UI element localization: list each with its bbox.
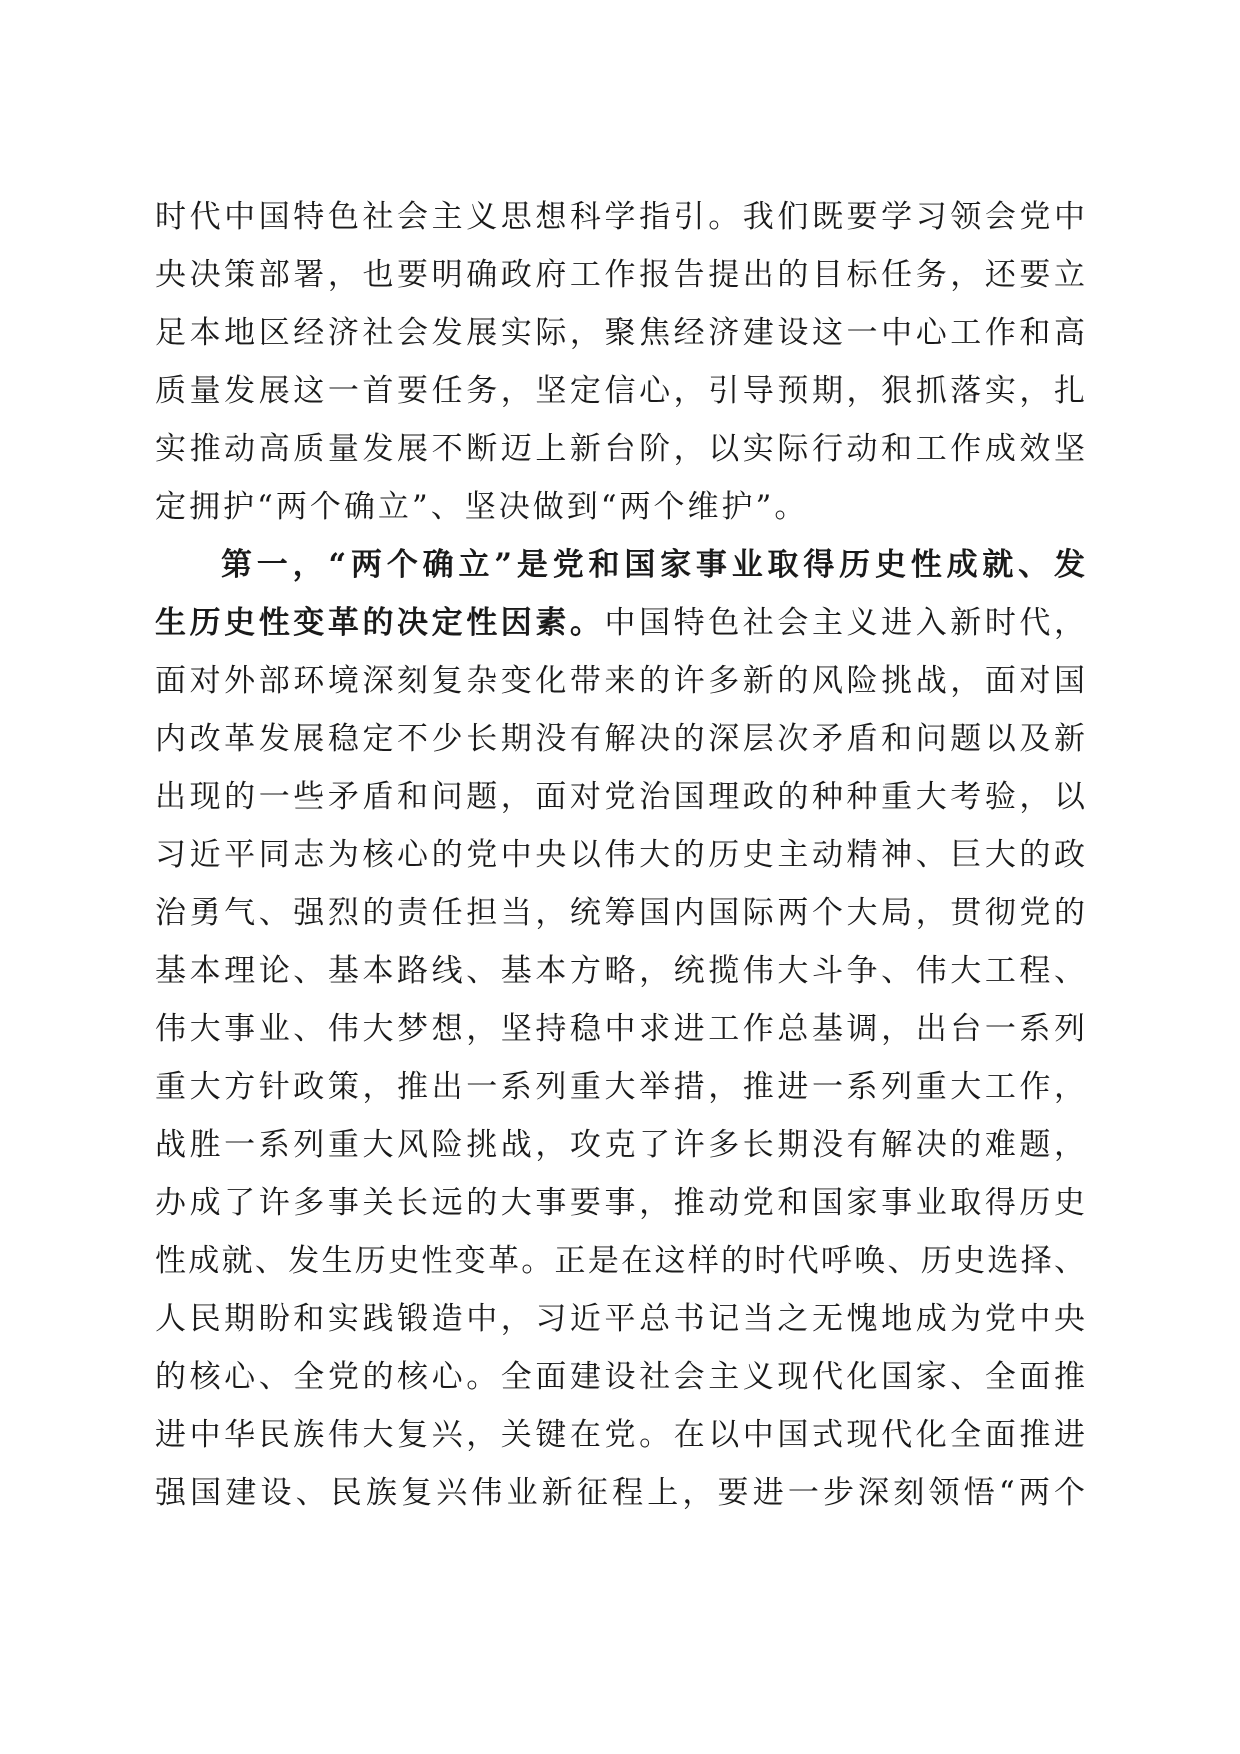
text-line: 办成了许多事关长远的大事要事，推动党和国家事业取得历史	[155, 1185, 1085, 1221]
text-line: 足本地区经济社会发展实际，聚焦经济建设这一中心工作和高	[155, 315, 1085, 351]
text-line: 内改革发展稳定不少长期没有解决的深层次矛盾和问题以及新	[155, 721, 1085, 757]
text-line: 治勇气、强烈的责任担当，统筹国内国际两个大局，贯彻党的	[155, 895, 1085, 931]
text-line: 强国建设、民族复兴伟业新征程上，要进一步深刻领悟“两个	[155, 1475, 1085, 1511]
text-line: 习近平同志为核心的党中央以伟大的历史主动精神、巨大的政	[155, 837, 1085, 873]
body-text	[155, 188, 1085, 1522]
paragraph-1	[155, 188, 1085, 536]
text-line: 基本理论、基本路线、基本方略，统揽伟大斗争、伟大工程、	[155, 953, 1085, 989]
text-line: 实推动高质量发展不断迈上新台阶，以实际行动和工作成效坚	[155, 431, 1085, 467]
text-line: 定拥护“两个确立”、坚决做到“两个维护”。	[155, 489, 809, 525]
text-run: 中国特色社会主义进入新时代，	[604, 605, 1085, 641]
paragraph-2	[155, 536, 1085, 1522]
text-line: 面对外部环境深刻复杂变化带来的许多新的风险挑战，面对国	[155, 663, 1085, 699]
text-line: 重大方针政策，推出一系列重大举措，推进一系列重大工作，	[155, 1069, 1085, 1105]
text-line: 出现的一些矛盾和问题，面对党治国理政的种种重大考验，以	[155, 779, 1085, 815]
text-line: 性成就、发生历史性变革。正是在这样的时代呼唤、历史选择、	[155, 1243, 1085, 1279]
text-line: 人民期盼和实践锻造中，习近平总书记当之无愧地成为党中央	[155, 1301, 1085, 1337]
text-line-mixed	[155, 594, 1085, 652]
text-line: 时代中国特色社会主义思想科学指引。我们既要学习领会党中	[155, 199, 1085, 235]
paragraph-heading-line: 第一，“两个确立”是党和国家事业取得历史性成就、发	[221, 547, 1085, 583]
paragraph-heading-end: 生历史性变革的决定性因素。	[155, 605, 605, 641]
text-line: 质量发展这一首要任务，坚定信心，引导预期，狠抓落实，扎	[155, 373, 1085, 409]
text-line: 的核心、全党的核心。全面建设社会主义现代化国家、全面推	[155, 1359, 1085, 1395]
text-line: 战胜一系列重大风险挑战，攻克了许多长期没有解决的难题，	[155, 1127, 1085, 1163]
text-line: 央决策部署，也要明确政府工作报告提出的目标任务，还要立	[155, 257, 1085, 293]
text-line: 伟大事业、伟大梦想，坚持稳中求进工作总基调，出台一系列	[155, 1011, 1085, 1047]
text-line: 进中华民族伟大复兴，关键在党。在以中国式现代化全面推进	[155, 1417, 1085, 1453]
